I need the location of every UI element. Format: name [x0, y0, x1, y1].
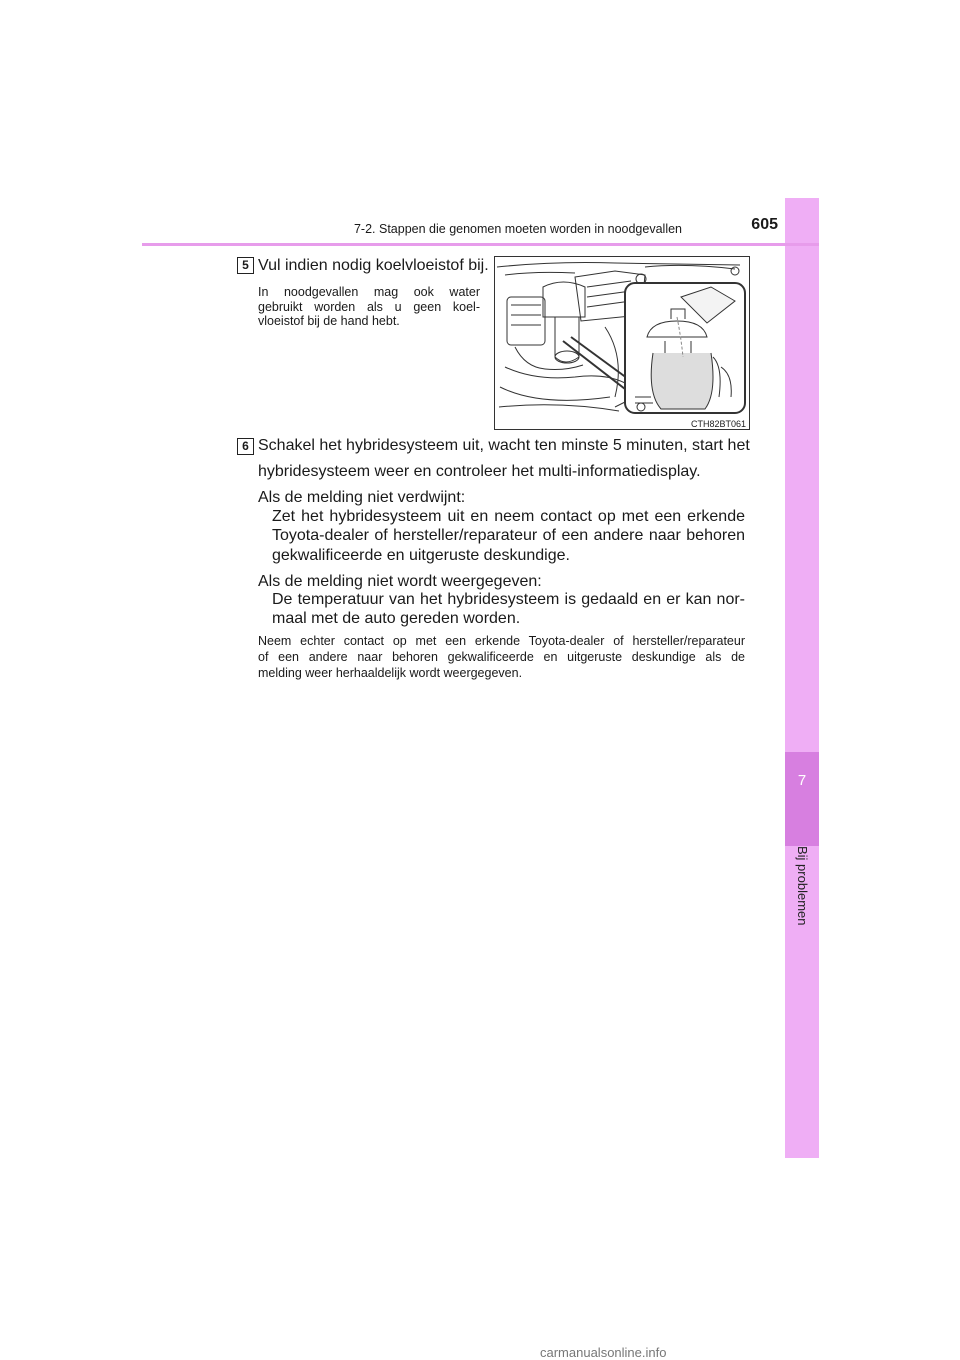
case-2-line-2: maal met de auto gereden worden.: [272, 610, 521, 627]
step-marker-6: 6: [237, 438, 254, 455]
page-number: 605: [751, 216, 778, 233]
header-rule: [142, 243, 819, 246]
case-2-line-1: De temperatuur van het hybridesysteem is gedaald en er kan nor-: [272, 591, 745, 608]
case-1-line-1: Zet het hybridesysteem uit en neem contact op met een erkende: [272, 508, 745, 525]
case-2-label: Als de melding niet wordt weergegeven:: [258, 573, 542, 590]
case-1-line-2: Toyota-dealer of hersteller/reparateur of een andere naar behoren: [272, 527, 745, 544]
case-1-label: Als de melding niet verdwijnt:: [258, 489, 466, 506]
step-5-title: Vul indien nodig koelvloeistof bij.: [258, 257, 489, 274]
section-title: 7-2. Stappen die genomen moeten worden in noodgevallen: [353, 222, 682, 236]
chapter-number: 7: [797, 772, 807, 789]
coolant-refill-illustration: [494, 256, 750, 430]
step-6-note-line-1: Neem echter contact op met een erkende Toyota-dealer of hersteller/reparateur: [258, 634, 745, 648]
step-6-line-2: hybridesysteem weer en controleer het multi-informatiedisplay.: [258, 463, 701, 480]
step-6-note-line-3: melding weer herhaaldelijk wordt weergegeven.: [258, 666, 523, 680]
side-tab: [785, 198, 819, 1158]
step-5-note-line-1: In noodgevallen mag ook water: [258, 285, 480, 299]
step-6-line-1: Schakel het hybridesysteem uit, wacht ten minste 5 minuten, start het: [258, 437, 750, 454]
step-5-note-line-2: gebruikt worden als u geen koel-: [258, 299, 480, 314]
step-marker-5: 5: [237, 257, 254, 274]
engine-bay-drawing: [495, 257, 750, 430]
chapter-title: Bij problemen: [795, 846, 810, 926]
side-tab-chapter-block: [785, 752, 819, 846]
figure-caption: CTH82BT061: [691, 419, 747, 429]
case-1-line-3: gekwalificeerde en uitgeruste deskundige.: [272, 547, 570, 564]
step-5-note-line-3: vloeistof bij de hand hebt.: [258, 314, 400, 328]
footer-watermark: carmanualsonline.info: [540, 1345, 667, 1360]
step-6-note-line-2: of een andere naar behoren gekwalificeerde en uitgeruste deskundige als de: [258, 650, 745, 664]
